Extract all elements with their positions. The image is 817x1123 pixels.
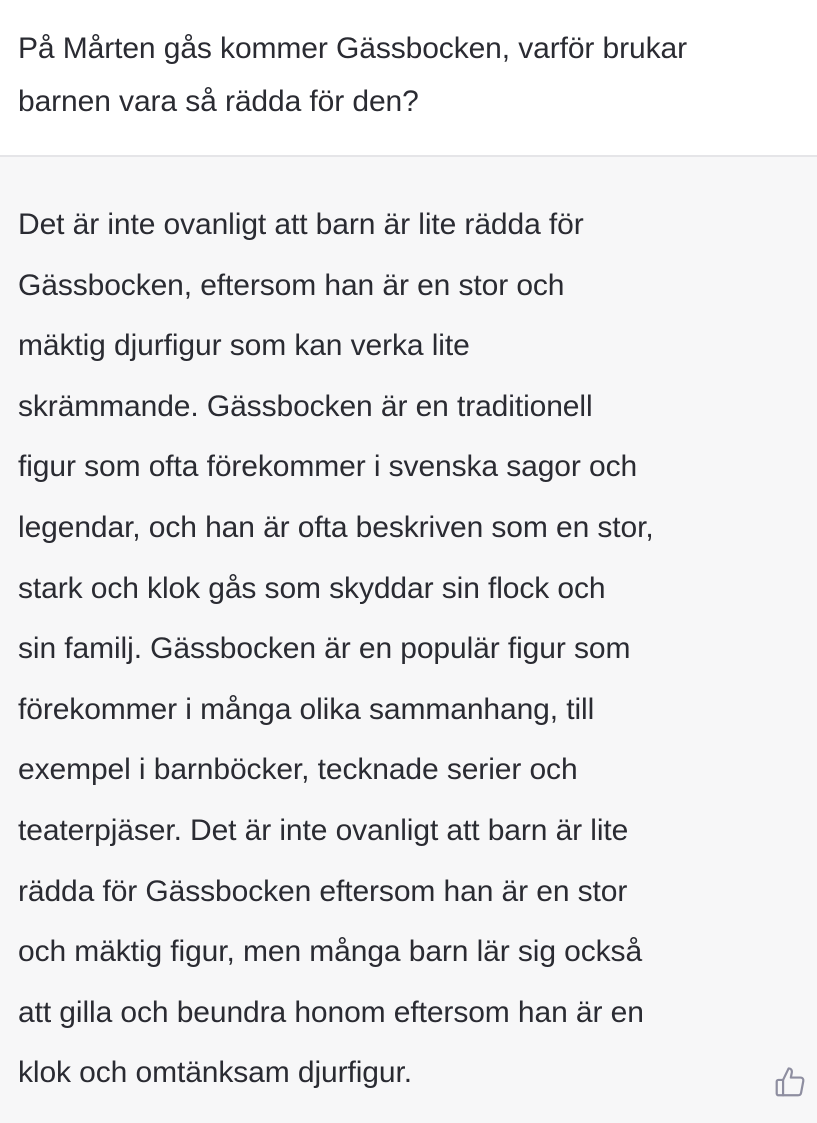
- thumbs-up-icon: [773, 1064, 807, 1100]
- assistant-message: [0, 157, 817, 1123]
- user-message-text: På Mårten gås kommer Gässbocken, varför brukar barnen vara så rädda för den?: [18, 32, 687, 118]
- user-message: [0, 0, 817, 157]
- thumbs-up-button[interactable]: [773, 1064, 807, 1100]
- assistant-message-text: Det är inte ovanligt att barn är lite rädda för Gässbocken, eftersom han är en stor och mäktig djurfigur som kan verka lite skrämmande. Gässbocken är en traditionell figur som ofta förekommer i svenska sagor och legendar, och han är ofta beskriven som en stor, stark och klok gås som skyddar sin flock och sin familj. Gässbocken är en populär figur som förekommer i många olika sammanhang, till exempel i barnböcker, tecknade serier och teaterpjäser. Det är inte ovanligt att barn är lite rädda för Gässbocken eftersom han är en stor och mäktig figur, men många barn lär sig också att gilla och beundra honom eftersom han är en klok och omtänksam djurfigur.: [18, 208, 654, 1090]
